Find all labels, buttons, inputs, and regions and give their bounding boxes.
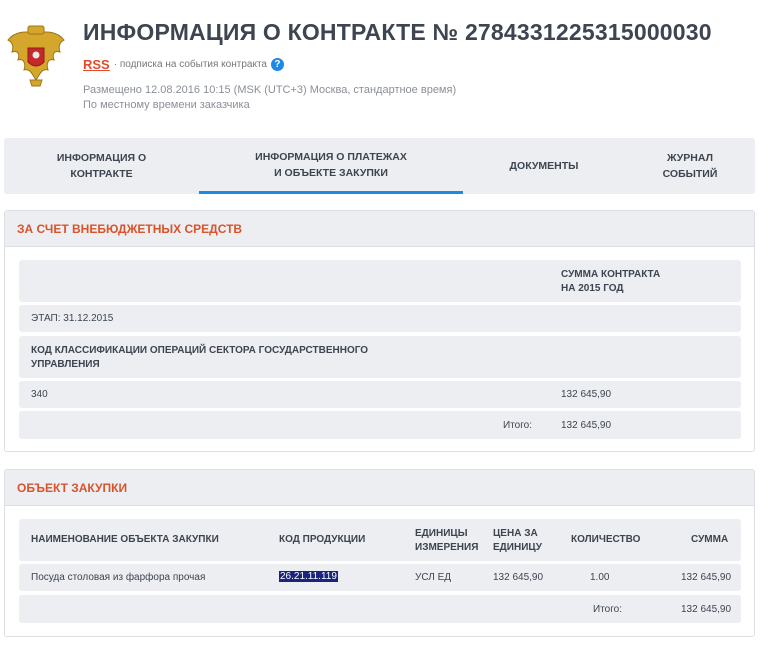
tab-documents[interactable] xyxy=(463,138,625,194)
section-title: ОБЪЕКТ ЗАКУПКИ xyxy=(5,470,754,506)
extrabudget-funds-panel xyxy=(4,210,755,452)
rss-link[interactable]: RSS xyxy=(83,57,110,72)
col-name-header: НАИМЕНОВАНИЕ ОБЪЕКТА ЗАКУПКИ xyxy=(31,534,219,545)
coat-of-arms-icon xyxy=(4,24,68,90)
page-header xyxy=(0,0,773,130)
kosgu-sum: 132 645,90 xyxy=(561,389,612,400)
total-sum: 132 645,90 xyxy=(561,420,612,431)
item-qty: 1.00 xyxy=(590,572,610,583)
col-sum-header: СУММА xyxy=(691,534,729,545)
table-row xyxy=(19,564,741,591)
tab-label: КОНТРАКТЕ xyxy=(70,168,133,180)
tab-label: ИНФОРМАЦИЯ О ПЛАТЕЖАХ xyxy=(255,150,407,163)
local-time-note: По местному времени заказчика xyxy=(83,99,250,111)
tab-label: И ОБЪЕКТЕ ЗАКУПКИ xyxy=(274,166,388,179)
item-name: Посуда столовая из фарфора прочая xyxy=(31,572,206,583)
item-price: 132 645,90 xyxy=(493,572,544,583)
help-icon[interactable]: ? xyxy=(271,58,284,71)
kosgu-header: КОД КЛАССИФИКАЦИИ ОПЕРАЦИЙ СЕКТОРА ГОСУДАРСТВЕННОГО УПРАВЛЕНИЯ xyxy=(31,345,369,370)
tab-event-log[interactable] xyxy=(625,138,755,194)
item-code: 26.21.11.119 xyxy=(280,571,337,582)
item-sum: 132 645,90 xyxy=(681,572,732,583)
tab-label: ДОКУМЕНТЫ xyxy=(509,160,579,172)
funds-header-row xyxy=(19,260,741,302)
total-label: Итого: xyxy=(593,604,622,615)
posted-date: Размещено 12.08.2016 10:15 (MSK (UTC+3) Москва, стандартное время) xyxy=(83,84,457,96)
tab-contract-info[interactable] xyxy=(4,138,199,194)
col-contract-sum-header: СУММА КОНТРАКТА НА 2015 ГОД xyxy=(561,269,661,294)
total-sum: 132 645,90 xyxy=(681,604,732,615)
col-qty-header: КОЛИЧЕСТВО xyxy=(571,534,641,545)
col-code-header: КОД ПРОДУКЦИИ xyxy=(279,534,366,545)
tab-label: ЖУРНАЛ xyxy=(667,152,713,164)
total-label: Итого: xyxy=(503,420,532,431)
stage-row xyxy=(19,305,741,332)
tab-label: СОБЫТИЙ xyxy=(662,168,718,180)
item-unit: УСЛ ЕД xyxy=(415,572,452,583)
subscribe-text: · подписка на события контракта xyxy=(113,59,267,70)
stage-label: ЭТАП: 31.12.2015 xyxy=(31,313,114,324)
tab-payments-info[interactable] xyxy=(199,138,463,194)
funds-total-row xyxy=(19,411,741,439)
kosgu-header-row xyxy=(19,336,741,378)
object-header-row xyxy=(19,519,741,561)
purchase-object-panel xyxy=(4,469,755,637)
tab-label: ИНФОРМАЦИЯ О xyxy=(56,152,147,164)
page-title: ИНФОРМАЦИЯ О КОНТРАКТЕ № 2784331225315000030 xyxy=(83,19,712,45)
col-price-header: ЦЕНА ЗА ЕДИНИЦУ xyxy=(493,528,542,553)
object-total-row xyxy=(19,595,741,623)
subscription-row xyxy=(83,57,284,72)
section-title: ЗА СЧЕТ ВНЕБЮДЖЕТНЫХ СРЕДСТВ xyxy=(5,211,754,247)
kosgu-code-row xyxy=(19,381,741,408)
col-unit-header: ЕДИНИЦЫ ИЗМЕРЕНИЯ xyxy=(415,528,479,553)
tab-bar xyxy=(4,138,755,194)
kosgu-code: 340 xyxy=(31,389,48,400)
